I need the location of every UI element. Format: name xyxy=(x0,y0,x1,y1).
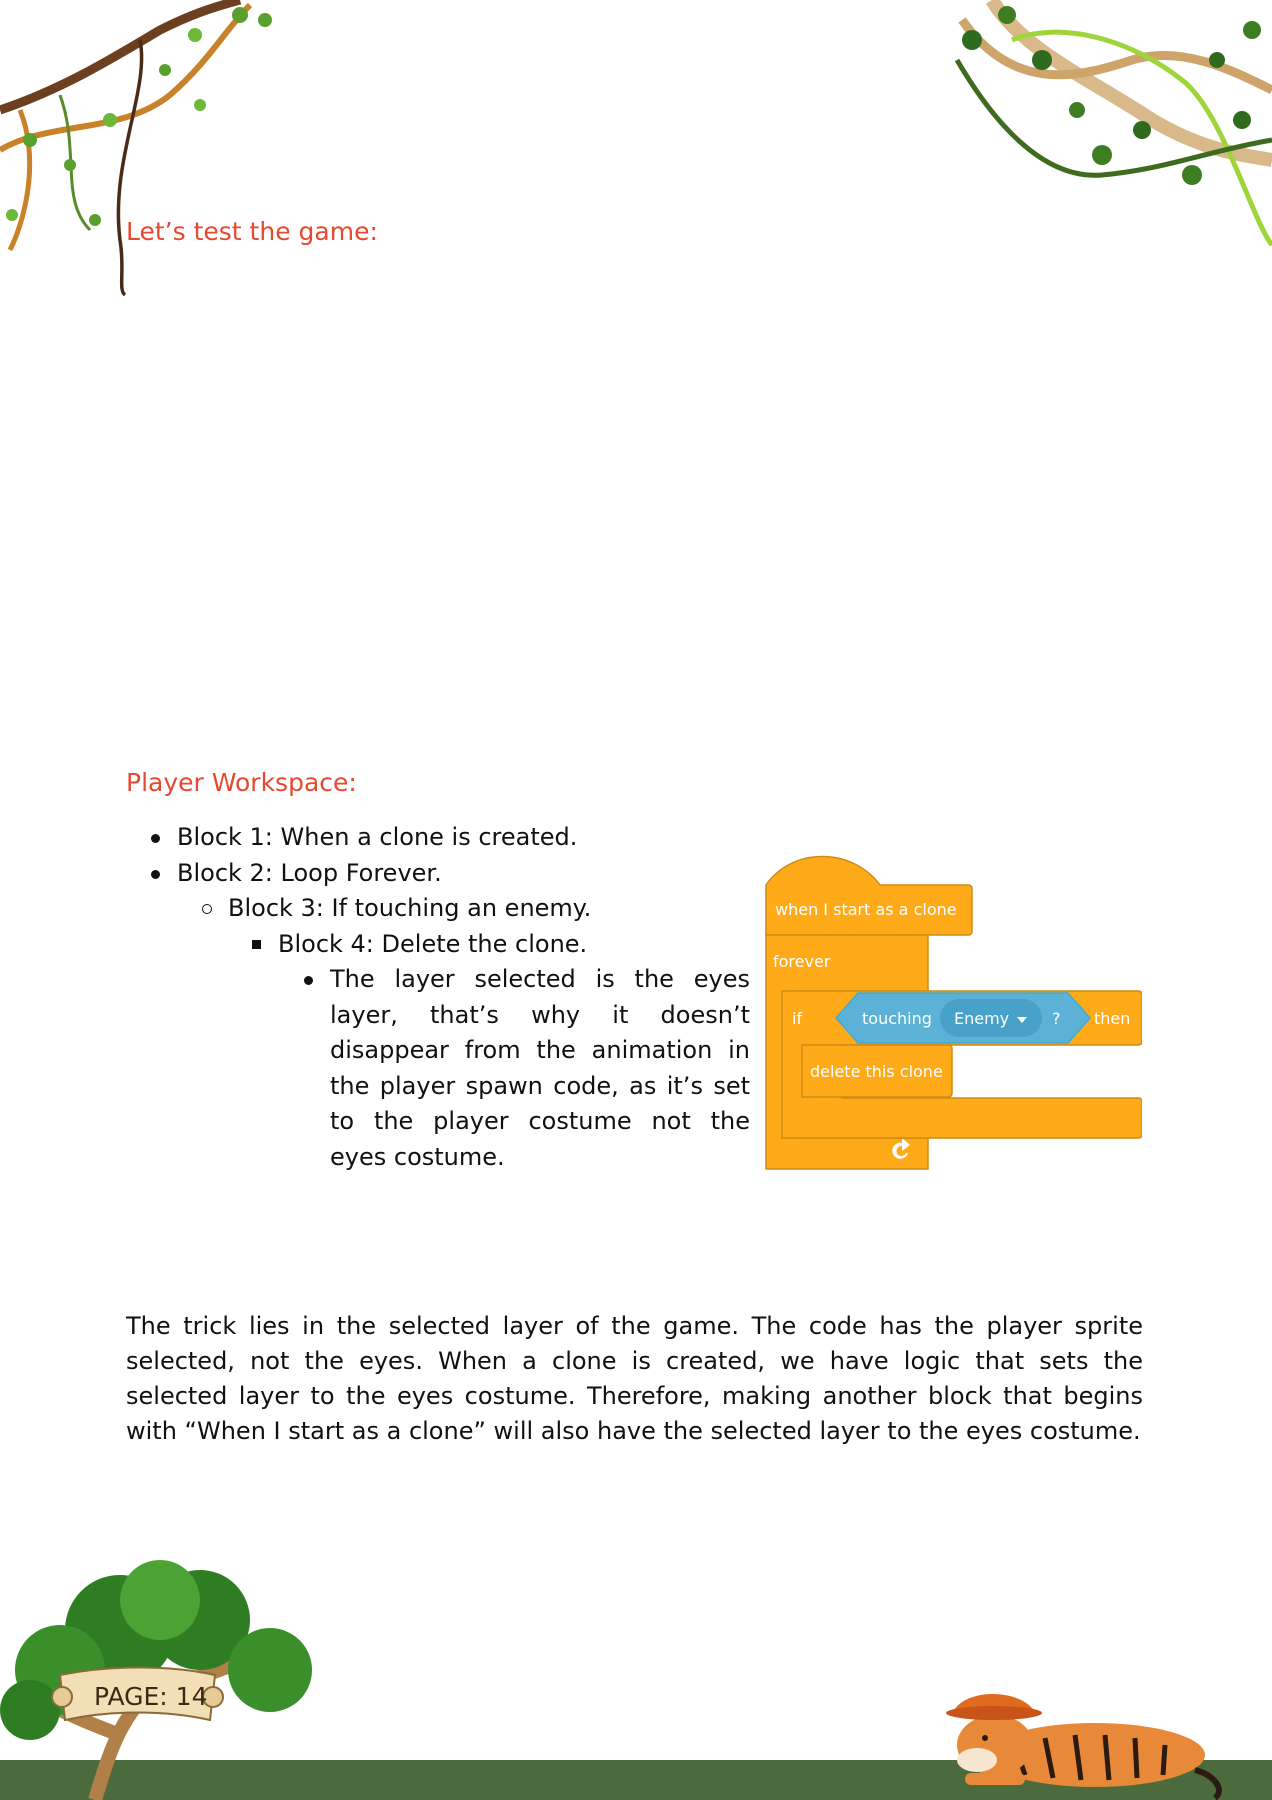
list-item: Block 4: Delete the clone. xyxy=(278,927,757,963)
vine-top-left-icon xyxy=(0,0,290,300)
list-item: Block 2: Loop Forever. xyxy=(177,856,757,892)
touching-label: touching xyxy=(862,1009,932,1028)
if-block-label: if xyxy=(792,1009,803,1028)
list-item: Block 3: If touching an enemy. xyxy=(228,891,757,927)
player-workspace-heading: Player Workspace: xyxy=(126,768,357,797)
enemy-label: Enemy xyxy=(954,1009,1010,1028)
test-game-heading: Let’s test the game: xyxy=(126,217,378,246)
tiger-icon xyxy=(925,1650,1225,1800)
page-number-label: PAGE: 14 xyxy=(94,1682,208,1711)
tree-icon xyxy=(0,1560,350,1800)
workspace-block-list xyxy=(177,820,757,1175)
then-label: then xyxy=(1094,1009,1131,1028)
list-item: Block 1: When a clone is created. xyxy=(177,820,757,856)
explanation-paragraph: The trick lies in the selected layer of the game. The code has the player sprite selected, not the eyes. When a clone is created, we have logic that sets the selected layer to the eyes costume. Therefore, making another block that begins with “When I start as a clone” will also have the selected layer to the eyes costume. xyxy=(126,1312,1143,1445)
forever-block-label: forever xyxy=(773,952,831,971)
vine-top-right-icon xyxy=(952,0,1272,260)
hat-block-shape xyxy=(766,857,972,936)
delete-block-label: delete this clone xyxy=(810,1062,943,1081)
hat-block-label: when I start as a clone xyxy=(775,900,957,919)
scratch-code-blocks xyxy=(762,855,1142,1175)
list-item-note: The layer selected is the eyes layer, that’s why it doesn’t disappear from the animation in the player spawn code, as it’s set to the player costume not the eyes costume. xyxy=(330,962,750,1175)
question-label: ? xyxy=(1052,1009,1061,1028)
